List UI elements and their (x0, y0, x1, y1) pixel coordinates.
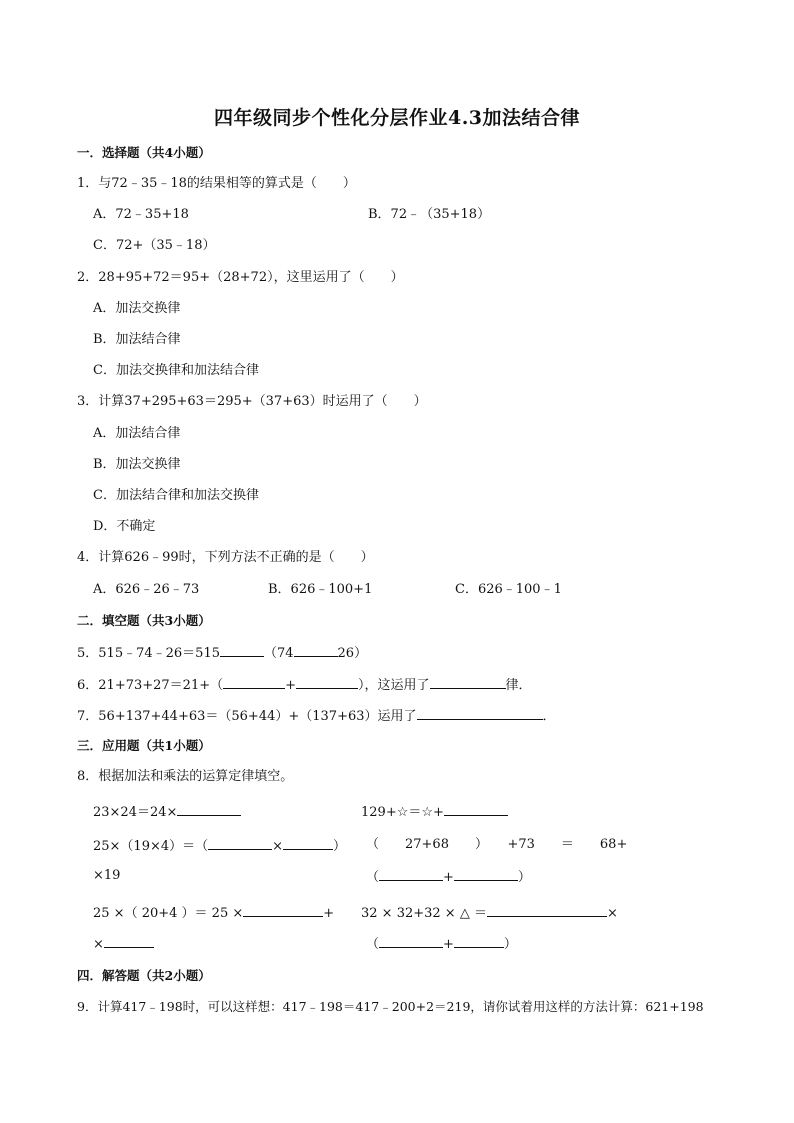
question-8-row-2-left (93, 837, 346, 855)
question-8-text: ） (517, 870, 531, 885)
answer-blank[interactable] (487, 904, 607, 917)
answer-blank[interactable] (417, 707, 543, 720)
question-8-text: 25×（19×4）＝（ (93, 839, 209, 854)
section-heading-choice: 一．选择题（共4小题） (77, 145, 211, 160)
question-8-row-2-right-cont (366, 868, 531, 886)
answer-blank[interactable] (454, 935, 504, 948)
answer-blank[interactable] (454, 868, 518, 881)
question-5-text-1: 5．515﹣74﹣26＝515 (77, 646, 220, 661)
question-3-option-b: B．加法交换律 (93, 457, 181, 472)
section-heading-fill: 二．填空题（共3小题） (77, 613, 211, 628)
question-8-text: + (323, 906, 335, 921)
question-8-text: × (93, 937, 104, 952)
question-1-stem: 1．与72﹣35﹣18的结果相等的算式是（ ） (77, 176, 356, 191)
question-8-row-3-right (361, 904, 618, 922)
question-2-stem: 2．28+95+72＝95+（28+72），这里运用了（ ） (77, 270, 404, 285)
answer-blank[interactable] (177, 803, 241, 816)
question-8-row-2-right: （ 27+68 ） +73 ＝ 68+ (366, 837, 628, 852)
question-4-option-b: B．626﹣100+1 (268, 582, 373, 597)
question-8-row-1-right (361, 803, 508, 821)
question-5 (77, 644, 367, 662)
question-8-text: 25 ×（ 20+4 ）＝ 25 × (93, 906, 244, 921)
question-8-text: × (272, 839, 284, 854)
question-7-text-2: ． (542, 709, 556, 724)
question-8-text: 129+☆＝☆+ (361, 805, 444, 820)
question-2-option-b: B．加法结合律 (93, 332, 181, 347)
section-heading-application: 三．应用题（共1小题） (77, 738, 211, 753)
question-8-row-1-left (93, 803, 241, 821)
answer-blank[interactable] (379, 935, 443, 948)
question-3-stem: 3．计算37+295+63＝295+（37+63）时运用了（ ） (77, 394, 427, 409)
question-9-stem: 9．计算417﹣198时，可以这样想：417﹣198＝417﹣200+2＝219，请你试着用这样的方法计算：621+198 (77, 999, 704, 1014)
question-6-text-3: ），这运用了 (358, 678, 430, 693)
question-3-option-a: A．加法结合律 (93, 426, 181, 441)
answer-blank[interactable] (296, 676, 358, 689)
question-8-text: × (606, 906, 618, 921)
answer-blank[interactable] (243, 904, 323, 917)
question-2-option-c: C．加法交换律和加法结合律 (93, 363, 259, 378)
question-6-text-1: 6．21+73+27＝21+（ (77, 678, 224, 693)
question-8-row-3-left-cont (93, 935, 154, 953)
question-3-option-c: C．加法结合律和加法交换律 (93, 488, 259, 503)
answer-blank[interactable] (104, 935, 154, 948)
question-5-text-3: 26） (337, 646, 368, 661)
question-8-text: 32 × 32+32 × △ ＝ (361, 906, 487, 921)
question-4-stem: 4．计算626﹣99时，下列方法不正确的是（ ） (77, 550, 374, 565)
question-4-option-c: C．626﹣100﹣1 (455, 582, 562, 597)
question-1-option-b: B．72﹣（35+18） (368, 207, 491, 222)
question-6-text-2: + (285, 678, 297, 693)
question-8-row-2-left-cont: ×19 (93, 868, 121, 883)
question-8-row-3-right-cont (366, 935, 517, 953)
question-8-text: + (443, 937, 454, 952)
question-6 (77, 676, 532, 694)
answer-blank[interactable] (208, 837, 272, 850)
question-3-option-d: D．不确定 (93, 519, 156, 534)
answer-blank[interactable] (283, 837, 333, 850)
question-8-text: （ (366, 870, 380, 885)
question-2-option-a: A．加法交换律 (93, 301, 181, 316)
question-8-text: 23×24＝24× (93, 805, 178, 820)
answer-blank[interactable] (430, 676, 506, 689)
answer-blank[interactable] (223, 676, 285, 689)
answer-blank[interactable] (220, 644, 264, 657)
answer-blank[interactable] (379, 868, 443, 881)
question-8-text: ） (503, 937, 517, 952)
question-4-option-a: A．626﹣26﹣73 (93, 582, 200, 597)
question-8-text: + (443, 870, 454, 885)
page-title: 四年级同步个性化分层作业4.3加法结合律 (213, 107, 581, 129)
question-8-stem: 8．根据加法和乘法的运算定律填空。 (77, 769, 294, 784)
question-1-option-c: C．72+（35﹣18） (93, 238, 216, 253)
question-1-option-a: A．72﹣35+18 (93, 207, 189, 222)
question-7-text-1: 7．56+137+44+63＝（56+44）+（137+63）运用了 (77, 709, 417, 724)
question-8-text: （ (366, 937, 380, 952)
question-8-row-3-left (93, 904, 334, 922)
answer-blank[interactable] (294, 644, 338, 657)
question-7 (77, 707, 556, 725)
question-5-text-2: （74 (263, 646, 294, 661)
question-8-text: ） (333, 839, 347, 854)
answer-blank[interactable] (444, 803, 508, 816)
section-heading-solve: 四．解答题（共2小题） (77, 968, 211, 983)
question-6-text-4: 律． (505, 678, 532, 693)
